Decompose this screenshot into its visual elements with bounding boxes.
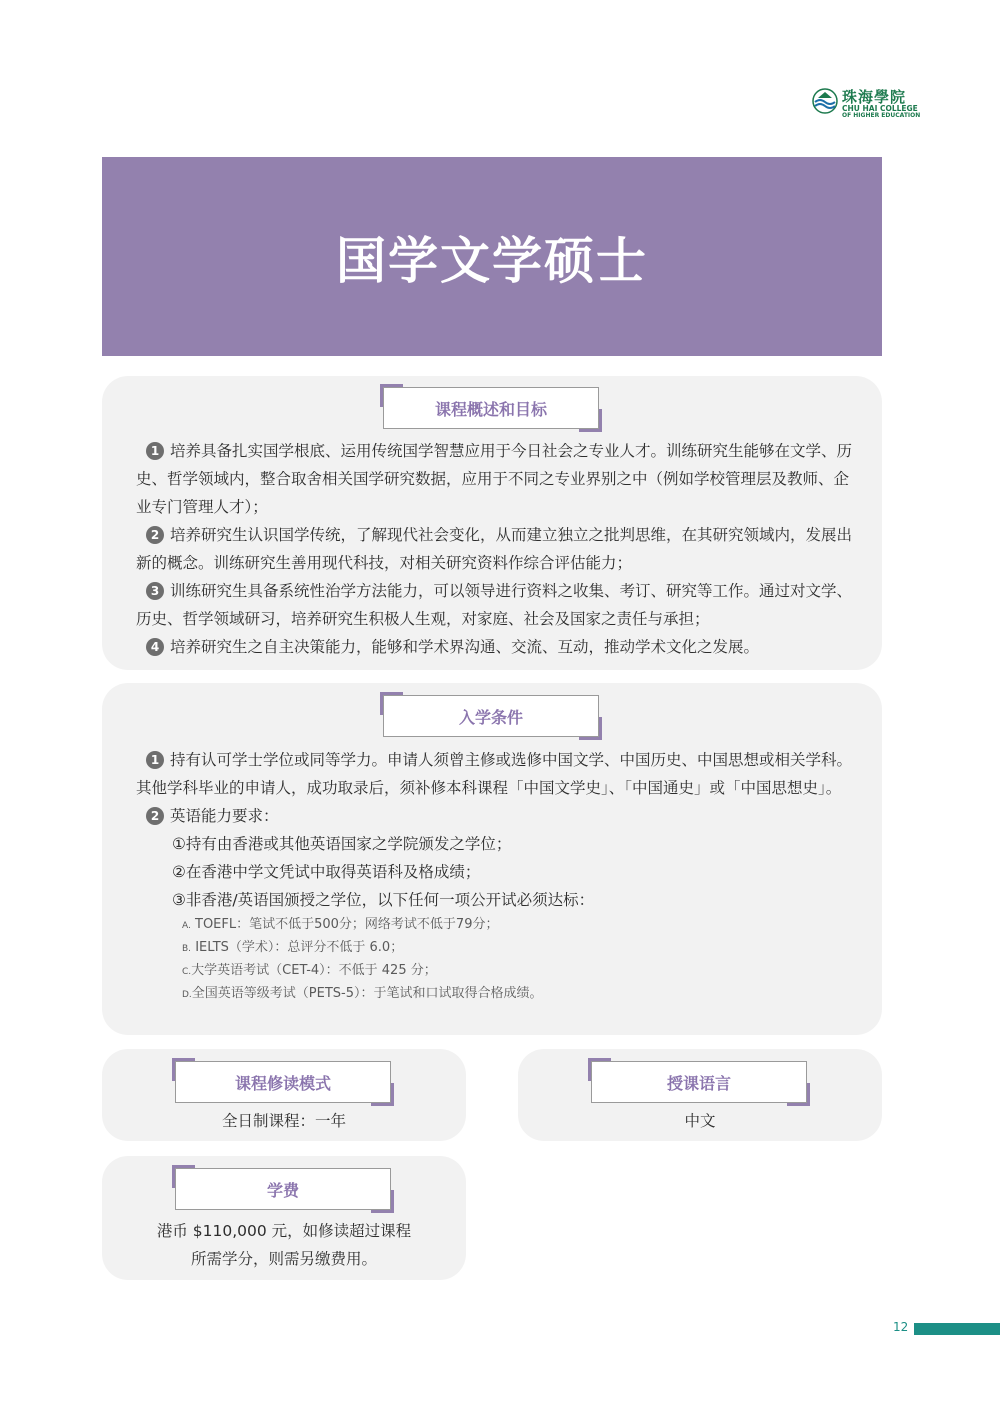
- test-item: [136, 983, 852, 1006]
- requirement-item: ②在香港中学文凭试中取得英语科及格成绩；: [172, 863, 481, 881]
- college-emblem-icon: [812, 88, 838, 114]
- college-logo: [812, 86, 922, 122]
- test-letter: A.: [182, 921, 191, 931]
- test-item: [136, 937, 852, 960]
- admission-panel: [102, 683, 882, 1035]
- logo-chinese-name: 珠海學院: [842, 88, 907, 106]
- number-badge: 4: [146, 638, 164, 656]
- admission-list: [136, 746, 852, 1006]
- study-mode-heading: 课程修读模式: [175, 1061, 391, 1103]
- fee-heading: 学费: [175, 1168, 391, 1210]
- test-text: 大学英语考试（CET-4）：不低于 425 分；: [191, 963, 437, 978]
- test-letter: D.: [182, 990, 192, 1000]
- number-badge: 3: [146, 582, 164, 600]
- list-item: [136, 633, 852, 661]
- list-item: [136, 746, 852, 802]
- title-banner: [102, 157, 882, 356]
- list-item: [136, 577, 852, 633]
- test-letter: B.: [182, 944, 192, 954]
- number-badge: 1: [146, 751, 164, 769]
- footer-accent-bar: [914, 1323, 1000, 1335]
- list-item-text: 培养具备扎实国学根底、运用传统国学智慧应用于今日社会之专业人才。训练研究生能够在文学、历史、哲学领域内，整合取舍相关国学研究数据，应用于不同之专业界别之中（例如学校管理层及教师、企业专门管理人才）；: [136, 442, 853, 516]
- fee-line: 所需学分，则需另缴费用。: [190, 1250, 377, 1268]
- number-badge: 2: [146, 807, 164, 825]
- test-item: [136, 960, 852, 983]
- study-mode-value: 全日制课程：一年: [221, 1112, 346, 1130]
- language-value: 中文: [684, 1112, 716, 1130]
- logo-english-name: CHU HAI COLLEGE: [842, 104, 918, 113]
- test-item: [136, 914, 852, 937]
- list-item-text: 英语能力要求：: [170, 807, 279, 825]
- overview-heading: 课程概述和目标: [383, 387, 599, 429]
- fee-value: [102, 1217, 466, 1273]
- page-title: 国学文学硕士: [336, 231, 648, 290]
- requirement-item: ①持有由香港或其他英语国家之学院颁发之学位；: [172, 835, 512, 853]
- admission-heading: 入学条件: [383, 695, 599, 737]
- number-badge: 2: [146, 526, 164, 544]
- language-panel: [518, 1049, 882, 1141]
- study-mode-panel: [102, 1049, 466, 1141]
- overview-panel: [102, 376, 882, 670]
- test-letter: C.: [182, 967, 192, 977]
- list-item: [136, 521, 852, 577]
- logo-english-subname: OF HIGHER EDUCATION: [842, 112, 921, 119]
- test-text: 全国英语等级考试（PETS-5）：于笔试和口试取得合格成绩。: [191, 986, 543, 1001]
- list-item-text: 训练研究生具备系统性治学方法能力，可以领导进行资料之收集、考订、研究等工作。通过对文学、历史、哲学领域研习，培养研究生积极人生观，对家庭、社会及国家之责任与承担；: [136, 582, 853, 628]
- overview-list: [136, 437, 852, 661]
- list-item: [136, 802, 852, 830]
- list-item-text: 培养研究生之自主决策能力，能够和学术界沟通、交流、互动，推动学术文化之发展。: [170, 638, 760, 656]
- list-item-text: 持有认可学士学位或同等学力。申请人须曾主修或选修中国文学、中国历史、中国思想或相关学科。其他学科毕业的申请人，成功取录后，须补修本科课程「中国文学史」、「中国通史」或「中国思想史」。: [136, 751, 853, 797]
- fee-line: 港币 $110,000 元，如修读超过课程: [156, 1222, 412, 1240]
- list-item: [136, 437, 852, 521]
- language-heading: 授课语言: [591, 1061, 807, 1103]
- number-badge: 1: [146, 442, 164, 460]
- test-text: IELTS（学术）：总评分不低于 6.0；: [195, 940, 404, 955]
- requirement-item: ③非香港/英语国颁授之学位，以下任何一项公开试必须达标：: [172, 891, 595, 909]
- test-text: TOEFL：笔试不低于500分；网络考试不低于79分；: [195, 917, 499, 932]
- fee-panel: [102, 1156, 466, 1280]
- page-number: 12: [893, 1320, 909, 1334]
- list-item-text: 培养研究生认识国学传统，了解现代社会变化，从而建立独立之批判思维，在其研究领域内，发展出新的概念。训练研究生善用现代科技，对相关研究资料作综合评估能力；: [136, 526, 853, 572]
